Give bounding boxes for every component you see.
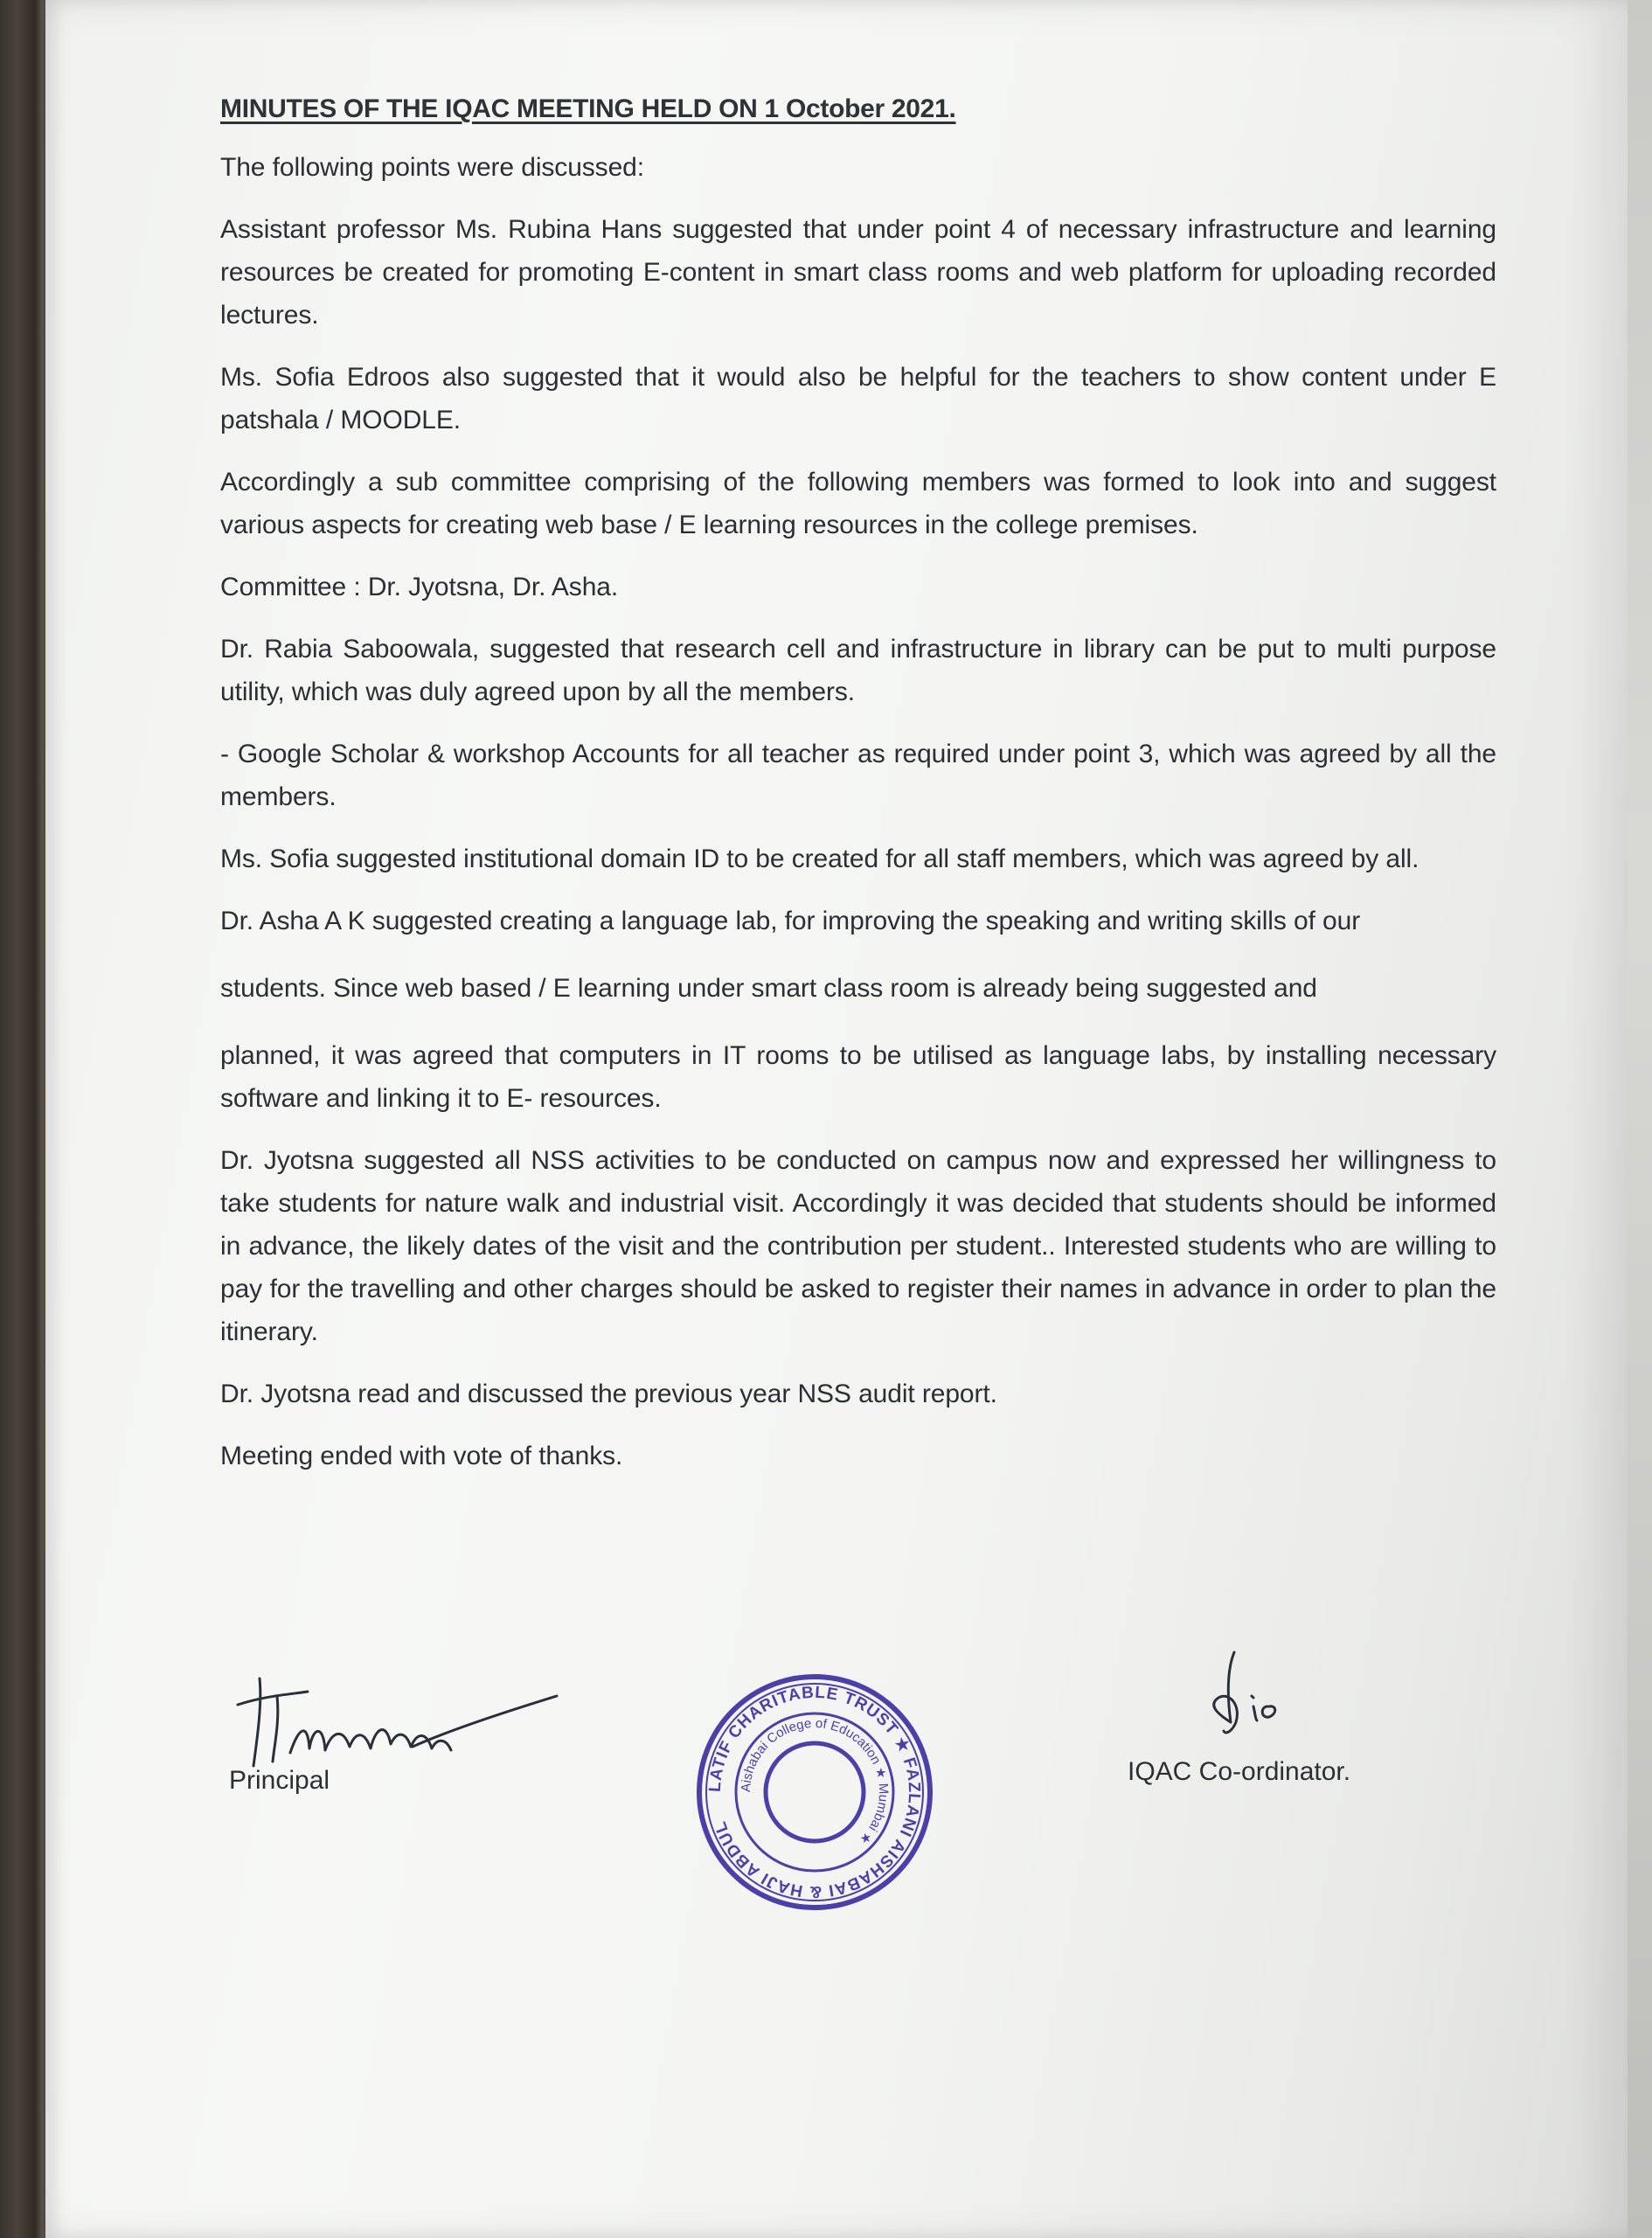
principal-signature (212, 1644, 579, 1775)
paragraph-rabia-saboowala: Dr. Rabia Saboowala, suggested that research cell and infrastructure in library can be put to multi purpose utility, which was duly agreed upon by all the members. (220, 635, 1496, 706)
document-title: MINUTES OF THE IQAC MEETING HELD ON 1 October 2021. (220, 94, 956, 123)
paragraph-rubina-hans: Assistant professor Ms. Rubina Hans suggested that under point 4 of necessary infrastructure and learning resources be created for promoting E-content in smart class rooms and web platform for uploading recorded lectures. (220, 215, 1496, 330)
paragraph-language-lab-3: planned, it was agreed that computers in IT rooms to be utilised as language labs, by installing necessary software and linking it to E- resources. (220, 1041, 1496, 1113)
coordinator-signature-block (1103, 1644, 1470, 1801)
paragraph-nss-audit: Dr. Jyotsna read and discussed the previous year NSS audit report. (220, 1380, 997, 1408)
paragraph-nss-activities: Dr. Jyotsna suggested all NSS activities to be conducted on campus now and expressed her willingness to take students for nature walk and industrial visit. Accordingly it was decided that students should be informed in advance, the likely dates of the visit and the contribution per student.. Interested students who are willing to pay for the travelling and other charges should be asked to register their names in advance in order to plan the itinerary. (220, 1146, 1496, 1346)
coordinator-signature (1173, 1644, 1348, 1748)
paragraph-domain-id: Ms. Sofia suggested institutional domain ID to be created for all staff members, which was agreed by all. (220, 844, 1419, 873)
paragraph-sub-committee: Accordingly a sub committee comprising of the following members was formed to look into and suggest various aspects for creating web base / E learning resources in the college premises. (220, 468, 1496, 539)
coordinator-label: IQAC Co-ordinator. (1128, 1757, 1351, 1786)
paragraph-intro: The following points were discussed: (220, 153, 644, 182)
document-body (220, 87, 1496, 1497)
stamp-seal (692, 1670, 937, 1915)
principal-label: Principal (229, 1766, 330, 1795)
institution-stamp (692, 1670, 937, 1915)
signature-area (194, 1644, 1488, 1932)
paragraph-language-lab-1: Dr. Asha A K suggested creating a language lab, for improving the speaking and writing skills of our (220, 907, 1361, 935)
stamp-inner-text: Aishabai College of Education ★ Mumbai ★ (738, 1715, 892, 1848)
stamp-outer-text: LATIF CHARITABLE TRUST ★ FAZLANI AISHABAI & HAJI ABDUL (705, 1683, 924, 1901)
paragraph-sofia-edroos: Ms. Sofia Edroos also suggested that it would also be helpful for the teachers to show content under E patshala / MOODLE. (220, 363, 1496, 434)
paragraph-google-scholar: - Google Scholar & workshop Accounts for all teacher as required under point 3, which was agreed by all the members. (220, 740, 1496, 811)
paragraph-language-lab-2: students. Since web based / E learning under smart class room is already being suggested and (220, 974, 1317, 1003)
principal-signature-block (194, 1644, 561, 1801)
paragraph-vote-of-thanks: Meeting ended with vote of thanks. (220, 1442, 623, 1470)
paragraph-committee: Committee : Dr. Jyotsna, Dr. Asha. (220, 573, 619, 601)
document-page (45, 0, 1628, 2238)
